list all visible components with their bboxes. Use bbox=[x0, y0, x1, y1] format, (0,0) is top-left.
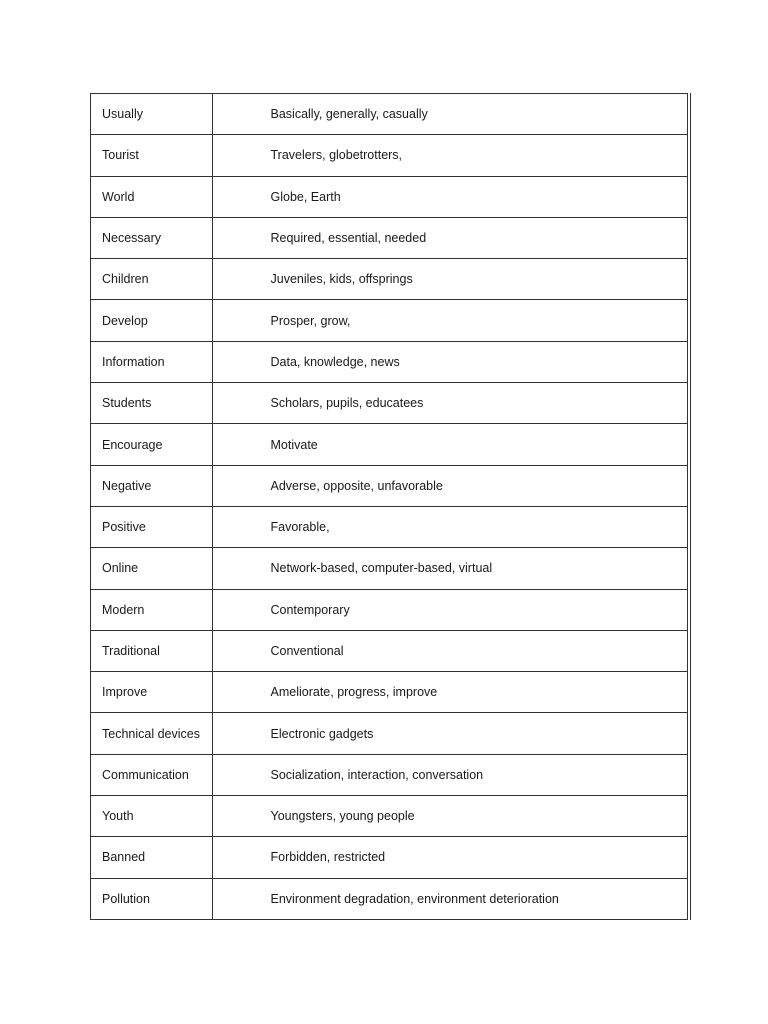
word-cell: Children bbox=[91, 259, 212, 300]
synonyms-cell: Favorable, bbox=[212, 506, 687, 547]
word-cell: Usually bbox=[91, 94, 212, 135]
table-row bbox=[91, 135, 687, 176]
synonyms-cell: Globe, Earth bbox=[212, 176, 687, 217]
table-row bbox=[91, 341, 687, 382]
word-cell: Banned bbox=[91, 837, 212, 878]
word-cell: Necessary bbox=[91, 217, 212, 258]
table-row bbox=[91, 713, 687, 754]
table-row bbox=[91, 217, 687, 258]
word-cell: World bbox=[91, 176, 212, 217]
table-row bbox=[91, 589, 687, 630]
synonyms-cell: Motivate bbox=[212, 424, 687, 465]
table-row bbox=[91, 506, 687, 547]
table-row bbox=[91, 424, 687, 465]
synonyms-cell: Conventional bbox=[212, 630, 687, 671]
synonyms-cell: Forbidden, restricted bbox=[212, 837, 687, 878]
vocabulary-table bbox=[90, 93, 687, 920]
synonyms-cell: Socialization, interaction, conversation bbox=[212, 754, 687, 795]
word-cell: Online bbox=[91, 548, 212, 589]
synonyms-cell: Environment degradation, environment deterioration bbox=[270, 891, 559, 906]
table-row bbox=[91, 837, 687, 878]
synonyms-cell: Travelers, globetrotters, bbox=[212, 135, 687, 176]
word-cell: Tourist bbox=[91, 135, 212, 176]
table-row bbox=[91, 630, 687, 671]
synonyms-cell: Ameliorate, progress, improve bbox=[212, 672, 687, 713]
word-cell: Traditional bbox=[91, 630, 212, 671]
word-cell: Youth bbox=[91, 796, 212, 837]
synonyms-cell: Contemporary bbox=[212, 589, 687, 630]
word-cell: Information bbox=[91, 341, 212, 382]
word-cell: Encourage bbox=[91, 424, 212, 465]
synonyms-cell: Data, knowledge, news bbox=[212, 341, 687, 382]
word-cell: Modern bbox=[91, 589, 212, 630]
synonyms-cell: Youngsters, young people bbox=[212, 796, 687, 837]
word-cell: Positive bbox=[91, 506, 212, 547]
table-row bbox=[91, 548, 687, 589]
synonyms-cell: Network-based, computer-based, virtual bbox=[212, 548, 687, 589]
table-row bbox=[91, 94, 687, 135]
synonyms-cell: Electronic gadgets bbox=[212, 713, 687, 754]
synonyms-cell: Basically, generally, casually bbox=[212, 94, 687, 135]
synonyms-cell: Juveniles, kids, offsprings bbox=[212, 259, 687, 300]
word-cell: Develop bbox=[91, 300, 212, 341]
table-row bbox=[91, 259, 687, 300]
table-row bbox=[91, 878, 687, 919]
table-row bbox=[91, 465, 687, 506]
table-row bbox=[91, 672, 687, 713]
synonym-table bbox=[91, 94, 687, 919]
word-cell: Pollution bbox=[91, 878, 212, 919]
table-row bbox=[91, 176, 687, 217]
table-row bbox=[91, 300, 687, 341]
table-row bbox=[91, 796, 687, 837]
table-row bbox=[91, 383, 687, 424]
table-row bbox=[91, 754, 687, 795]
synonyms-cell: Adverse, opposite, unfavorable bbox=[212, 465, 687, 506]
word-cell: Improve bbox=[91, 672, 212, 713]
synonyms-cell: Scholars, pupils, educatees bbox=[212, 383, 687, 424]
synonyms-cell: Required, essential, needed bbox=[212, 217, 687, 258]
word-cell: Students bbox=[91, 383, 212, 424]
table-body bbox=[91, 94, 687, 919]
word-cell: Communication bbox=[91, 754, 212, 795]
word-cell: Negative bbox=[91, 465, 212, 506]
synonyms-cell: Prosper, grow, bbox=[212, 300, 687, 341]
word-cell: Technical devices bbox=[91, 713, 212, 754]
